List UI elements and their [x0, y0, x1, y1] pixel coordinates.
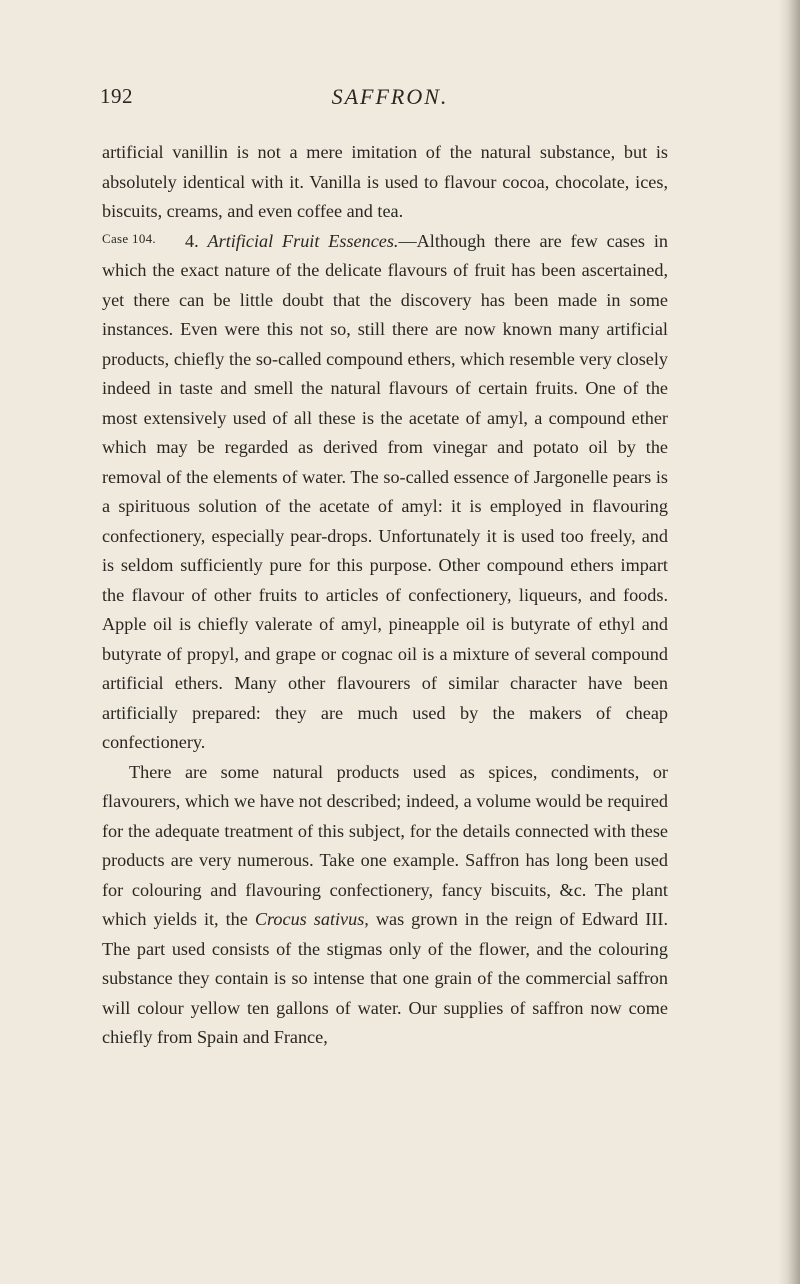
- page-number: 192: [100, 84, 133, 108]
- paragraph-text: was grown in the reign of Edward III. The part used consists of the stigmas only of the flower, and the colouring substance they contain is so intense that one grain of the commercial saffron will colour yellow ten gallons of water. Our supplies of saffron now come chiefly from Spain and France,: [102, 909, 668, 1047]
- paragraph: artificial vanillin is not a mere imitation of the natural substance, but is absolutely identical with it. Vanilla is used to flavour cocoa, chocolate, ices, biscuits, creams, and even coffee and tea.: [102, 142, 668, 221]
- case-paragraph: [102, 227, 668, 758]
- running-title: SAFFRON.: [331, 84, 449, 109]
- section-text: —Although there are few cases in which the exact nature of the delicate flavours of fruit has been ascertained, yet there can be little doubt that the discovery has been made in some instances. Even were this not so, still there are now known many artificial products, chiefly the so-called compound ethers, which resemble very closely indeed in taste and smell the natural flavours of certain fruits. One of the most extensively used of all these is the acetate of amyl, a compound ether which may be regarded as derived from vinegar and potato oil by the removal of the elements of water. The so-called essence of Jargonelle pears is a spirituous solution of the acetate of amyl: it is employed in flavouring confectionery, especially pear-drops. Unfortunately it is used too freely, and is seldom sufficiently pure for this purpose. Other compound ethers impart the flavour of other fruits to articles of confectionery, liqueurs, and foods. Apple oil is chiefly valerate of amyl, pineapple oil is butyrate of ethyl and butyrate of propyl, and grape or cognac oil is a mixture of several compound artificial ethers. Many other flavourers of similar character have been artificially prepared: they are much used by the makers of cheap confectionery.: [102, 230, 669, 752]
- section-heading: Artificial Fruit Essences.: [207, 230, 399, 251]
- margin-note: Case 104.: [102, 231, 156, 246]
- body-text: [102, 138, 668, 1053]
- page-header: [100, 84, 680, 114]
- latin-name: Crocus sativus,: [254, 909, 369, 929]
- section-number: 4.: [185, 230, 199, 251]
- paragraph-text: There are some natural products used as spices, condiments, or flavourers, which we have not described; indeed, a volume would be required for the adequate treatment of this subject, for the details connected with these products are very numerous. Take one example. Saffron has long been used for colouring and flavouring confectionery, fancy biscuits, &c. The plant which yields it, the: [102, 761, 668, 929]
- page-edge-shadow: [778, 0, 800, 1284]
- paragraph: [102, 758, 668, 1053]
